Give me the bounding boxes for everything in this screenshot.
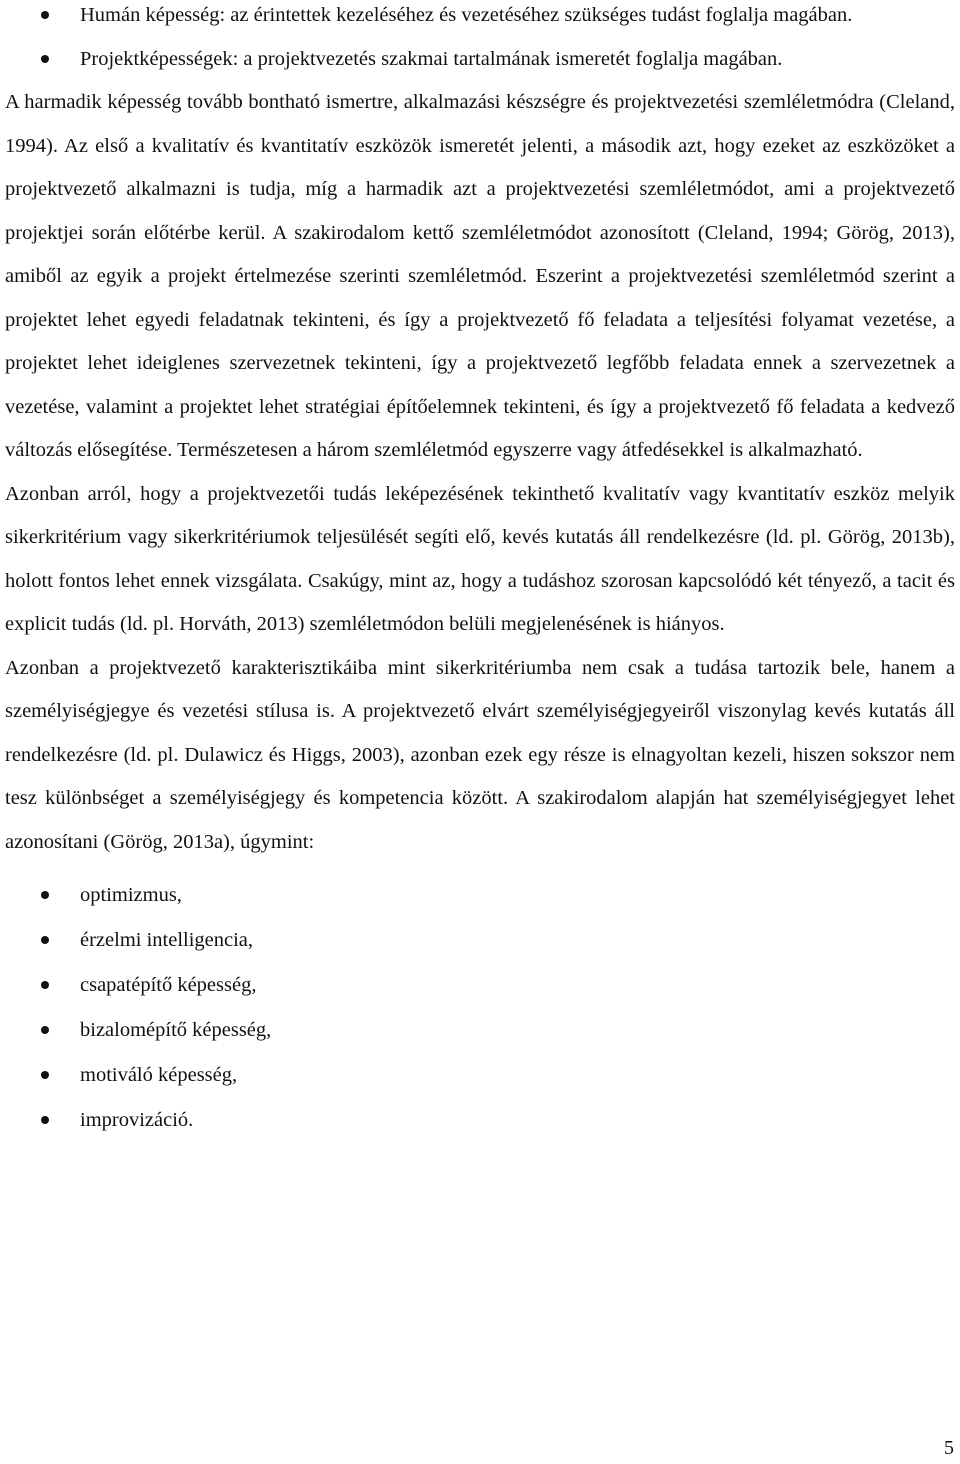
list-item: improvizáció. xyxy=(5,1098,955,1143)
list-item: Humán képesség: az érintettek kezeléséhez és vezetéséhez szükséges tudást foglalja magában. xyxy=(5,0,955,38)
list-item: bizalomépítő képesség, xyxy=(5,1008,955,1053)
document-page xyxy=(5,0,955,1143)
paragraph-capabilities: A harmadik képesség tovább bontható ismertre, alkalmazási készségre és projektvezetési szemléletmódra (Cleland, 1994). Az első a kvalitatív és kvantitatív eszközök ismeretét jelenti, a második azt, hogy ezeket az eszközöket a projektvezető alkalmazni is tudja, míg a harmadik azt a projektvezetési szemléletmódot, ami a projektvezető projektjei során előtérbe kerül. A szakirodalom kettő szemléletmódot azonosított (Cleland, 1994; Görög, 2013), amiből az egyik a projekt értelmezése szerinti szemléletmód. Eszerint a projektvezetési szemléletmód szerint a projektet lehet egyedi feladatnak tekinteni, és így a projektvezető fő feladata a teljesítési folyamat vezetése, a projektet lehet ideiglenes szervezetnek tekinteni, így a projektvezető legfőbb feladata ennek a szervezetnek a vezetése, valamint a projektet lehet stratégiai építőelemnek tekinteni, és így a projektvezető fő feladata a kedvező változás elősegítése. Természetesen a három szemléletmód egyszerre vagy átfedésekkel is alkalmazható. xyxy=(5,91,955,461)
paragraph-personality: Azonban a projektvezető karakterisztikáiba mint sikerkritériumba nem csak a tudása tartozik bele, hanem a személyiségjegye és vezetési stílusa is. A projektvezető elvárt személyiségjegyeiről viszonylag kevés kutatás áll rendelkezésre (ld. pl. Dulawicz és Higgs, 2003), azonban ezek egy része is elnagyoltan kezeli, hiszen sokszor nem tesz különbséget a személyiségjegy és kompetencia között. A szakirodalom alapján hat személyiségjegyet lehet azonosítani (Görög, 2013a), úgymint: xyxy=(5,656,955,853)
trait-list xyxy=(5,873,955,1143)
list-item: optimizmus, xyxy=(5,873,955,918)
bullet-icon xyxy=(41,1071,49,1079)
bullet-icon xyxy=(41,936,49,944)
bullet-icon xyxy=(41,981,49,989)
bullet-icon xyxy=(41,891,49,899)
bullet-icon xyxy=(41,11,49,19)
bullet-icon xyxy=(41,1116,49,1124)
paragraph-knowledge: Azonban arról, hogy a projektvezetői tudás leképezésének tekinthető kvalitatív vagy kvantitatív eszköz melyik sikerkritérium vagy sikerkritériumok teljesülését segíti elő, kevés kutatás áll rendelkezésre (ld. pl. Görög, 2013b), holott fontos lehet ennek vizsgálata. Csakúgy, mint az, hogy a tudáshoz szorosan kapcsolódó két tényező, a tacit és explicit tudás (ld. pl. Horváth, 2013) szemléletmódon belüli megjelenésének is hiányos. xyxy=(5,482,955,635)
bullet-icon xyxy=(41,55,49,63)
list-item: Projektképességek: a projektvezetés szakmai tartalmának ismeretét foglalja magában. xyxy=(5,38,955,82)
capability-list xyxy=(5,0,955,81)
bullet-icon xyxy=(41,1026,49,1034)
page-number: 5 xyxy=(944,1437,954,1459)
list-item: motiváló képesség, xyxy=(5,1053,955,1098)
list-item: érzelmi intelligencia, xyxy=(5,918,955,963)
list-item: csapatépítő képesség, xyxy=(5,963,955,1008)
